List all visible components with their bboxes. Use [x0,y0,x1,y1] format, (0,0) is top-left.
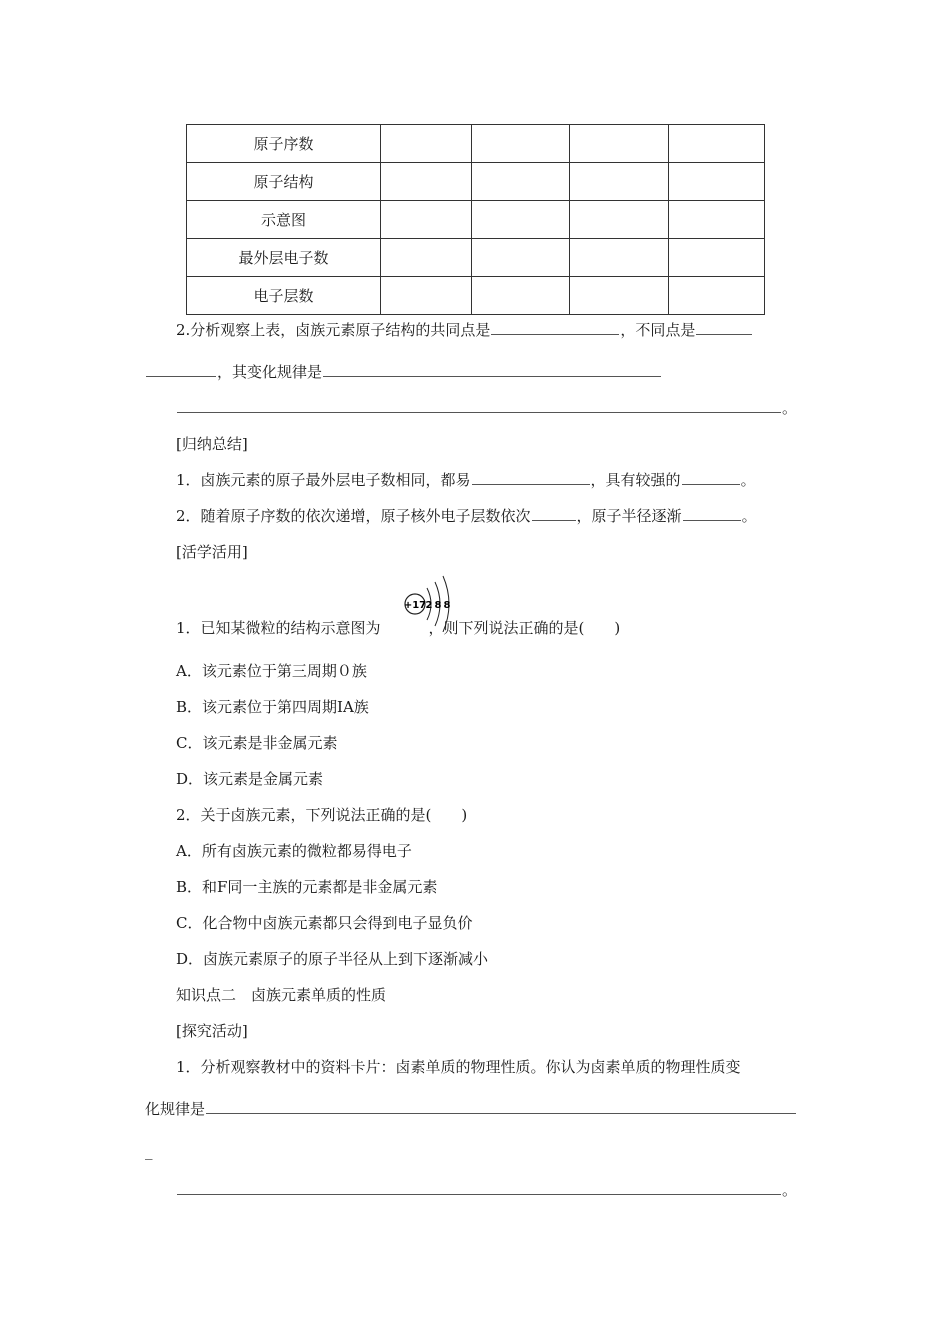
shell-electrons: 2 [425,600,433,611]
answer-blank[interactable] [682,470,740,485]
summary-text: 2．随着原子序数的依次递增，原子核外电子层数依次 [176,507,531,525]
table-cell [570,163,669,201]
summary-title: [归纳总结] [176,435,248,453]
table-cell [472,201,570,239]
table-cell [669,163,765,201]
table-row [187,125,765,163]
table-cell [472,277,570,315]
summary-text: 1．卤族元素的原子最外层电子数相同，都易 [176,471,471,489]
trailing-dash: _ [145,1142,153,1160]
practice-question-2: 2．关于卤族元素，下列说法正确的是( ) [176,806,468,824]
explore-answer-line [176,1180,797,1200]
table-cell [381,201,472,239]
question-text: 2.分析观察上表，卤族元素原子结构的共同点是 [176,321,491,339]
question-text: ，不同点是 [620,321,696,339]
analysis-question-line3 [176,398,797,418]
row-header: 原子序数 [187,125,381,163]
explore-title: [探究活动] [176,1022,248,1040]
answer-blank[interactable] [206,1099,796,1114]
question-text: ，则下列说法正确的是( ) [428,619,621,637]
option-a[interactable]: A．所有卤族元素的微粒都易得电子 [176,842,412,860]
answer-blank[interactable] [491,320,619,335]
explore-question-line1: 1．分析观察教材中的资料卡片：卤素单质的物理性质。你认为卤素单质的物理性质变 [176,1058,741,1076]
atomic-structure-table [186,124,765,315]
shell-electrons: 8 [443,600,451,611]
table-cell [570,277,669,315]
practice-title: [活学活用] [176,543,248,561]
question-text: ，其变化规律是 [217,363,323,381]
summary-text: 。 [741,507,757,525]
table-cell [472,125,570,163]
table-cell [472,163,570,201]
answer-blank[interactable] [146,362,216,377]
summary-text: ，原子半径逐渐 [576,507,682,525]
analysis-question [176,320,753,340]
table-cell [669,277,765,315]
option-b[interactable]: B．和F同一主族的元素都是非金属元素 [176,878,438,896]
option-c[interactable]: C．化合物中卤族元素都只会得到电子显负价 [176,914,473,932]
row-header: 最外层电子数 [187,239,381,277]
option-d[interactable]: D．卤族元素原子的原子半径从上到下逐渐减小 [176,950,489,968]
summary-item-1 [176,470,756,490]
question-text: 1．已知某微粒的结构示意图为 [176,619,381,637]
answer-blank[interactable] [472,470,590,485]
table-row [187,201,765,239]
answer-blank[interactable] [532,506,576,521]
table-cell [570,125,669,163]
option-a[interactable]: A．该元素位于第三周期０族 [176,662,367,680]
table-cell [669,201,765,239]
option-b[interactable]: B．该元素位于第四周期ⅠA族 [176,698,369,716]
table-cell [570,201,669,239]
summary-text: 。 [740,471,756,489]
table-row [187,277,765,315]
analysis-question-line2 [145,362,662,382]
row-header: 示意图 [187,201,381,239]
answer-blank[interactable] [177,398,781,413]
table-cell [570,239,669,277]
table-cell [381,163,472,201]
table-cell [472,239,570,277]
nucleus-charge: +17 [403,600,427,611]
table-cell [381,125,472,163]
option-d[interactable]: D．该元素是金属元素 [176,770,324,788]
table-row [187,163,765,201]
question-end: 。 [782,399,798,417]
section-heading: 知识点二 卤族元素单质的性质 [176,986,387,1004]
summary-text: ，具有较强的 [590,471,681,489]
option-c[interactable]: C．该元素是非金属元素 [176,734,338,752]
answer-blank[interactable] [696,320,752,335]
table-cell [669,125,765,163]
answer-blank[interactable] [177,1180,781,1195]
table-cell [381,277,472,315]
practice-question-1 [176,618,620,638]
answer-blank[interactable] [323,362,661,377]
table-row [187,239,765,277]
shell-electrons: 8 [434,600,442,611]
question-end: 。 [782,1181,798,1199]
table-cell [669,239,765,277]
summary-item-2 [176,506,757,526]
explore-question-line2 [145,1099,797,1119]
row-header: 原子结构 [187,163,381,201]
question-text: 化规律是 [145,1100,206,1118]
row-header: 电子层数 [187,277,381,315]
answer-blank[interactable] [683,506,741,521]
table-cell [381,239,472,277]
